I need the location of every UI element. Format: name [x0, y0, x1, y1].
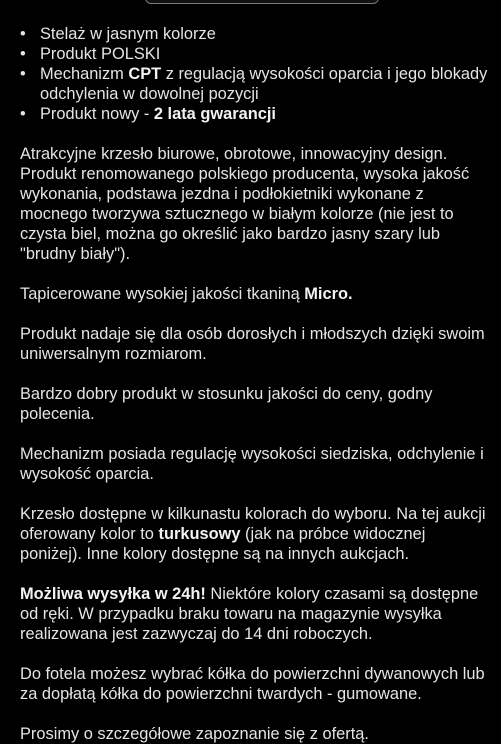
- description-paragraph: [20, 284, 490, 304]
- bullet-icon: •: [20, 25, 26, 43]
- feature-text-bold: CPT: [128, 65, 162, 83]
- paragraph-text: Tapicerowane wysokiej jakości tkaniną: [20, 285, 305, 303]
- paragraph-bold: turkusowy: [158, 525, 241, 543]
- feature-text: z regulacją wysokości oparcia i jego blokady odchylenia w dowolnej pozycji: [40, 65, 488, 103]
- top-search-field-edge[interactable]: [145, 0, 379, 4]
- feature-item: [20, 104, 490, 124]
- feature-item: [20, 44, 490, 64]
- description-paragraph: Mechanizm posiada regulację wysokości siedziska, odchylenie i wysokość oparcia.: [20, 445, 484, 483]
- feature-text: Produkt POLSKI: [40, 45, 161, 63]
- bullet-icon: •: [20, 105, 26, 123]
- bullet-icon: •: [20, 45, 26, 63]
- feature-text: Mechanizm: [40, 65, 129, 83]
- description-paragraph: [20, 584, 490, 644]
- feature-text: Produkt nowy -: [40, 105, 154, 123]
- description-paragraph: Atrakcyjne krzesło biurowe, obrotowe, innowacyjny design. Produkt renomowanego polskiego producenta, wysoka jakość wykonania, podstawa jezdna i podłokietniki wykonane z mocnego tworzywa sztucznego w białym kolorze (nie jest to czysta biel, można go określić jako bardzo jasny szary lub "brudny biały").: [20, 145, 470, 263]
- paragraph-text: Krzesło dostępne w kilkunastu kolorach do wyboru. Na tej aukcji oferowany kolor to: [20, 505, 486, 543]
- description-paragraph: Bardzo dobry produkt w stosunku jakości do ceny, godny polecenia.: [20, 385, 433, 423]
- bullet-icon: •: [20, 65, 26, 83]
- paragraph-text: Niektóre kolory czasami są dostępne od ręki. W przypadku braku towaru na magazynie wysyłka realizowana jest zazwyczaj do 14 dni roboczych.: [20, 585, 479, 643]
- feature-text-bold: 2 lata gwarancji: [153, 105, 276, 123]
- description-paragraph: Do fotela możesz wybrać kółka do powierzchni dywanowych lub za dopłatą kółka do powierzchni twardych - gumowane.: [20, 665, 485, 703]
- paragraph-bold: Możliwa wysyłka w 24h!: [20, 585, 206, 603]
- feature-item: [20, 64, 490, 104]
- paragraph-bold: Micro.: [304, 285, 353, 303]
- feature-item: [20, 24, 490, 44]
- product-description: [20, 24, 490, 744]
- description-paragraph: Produkt nadaje się dla osób dorosłych i młodszych dzięki swoim uniwersalnym rozmiarom.: [20, 325, 485, 363]
- description-paragraph: [20, 504, 490, 564]
- feature-text: Stelaż w jasnym kolorze: [40, 25, 216, 43]
- description-paragraph: Prosimy o szczegółowe zapoznanie się z ofertą.: [20, 725, 369, 743]
- feature-list: [20, 24, 490, 124]
- paragraph-text: (jak na próbce widocznej poniżej). Inne kolory dostępne są na innych aukcjach.: [20, 525, 426, 563]
